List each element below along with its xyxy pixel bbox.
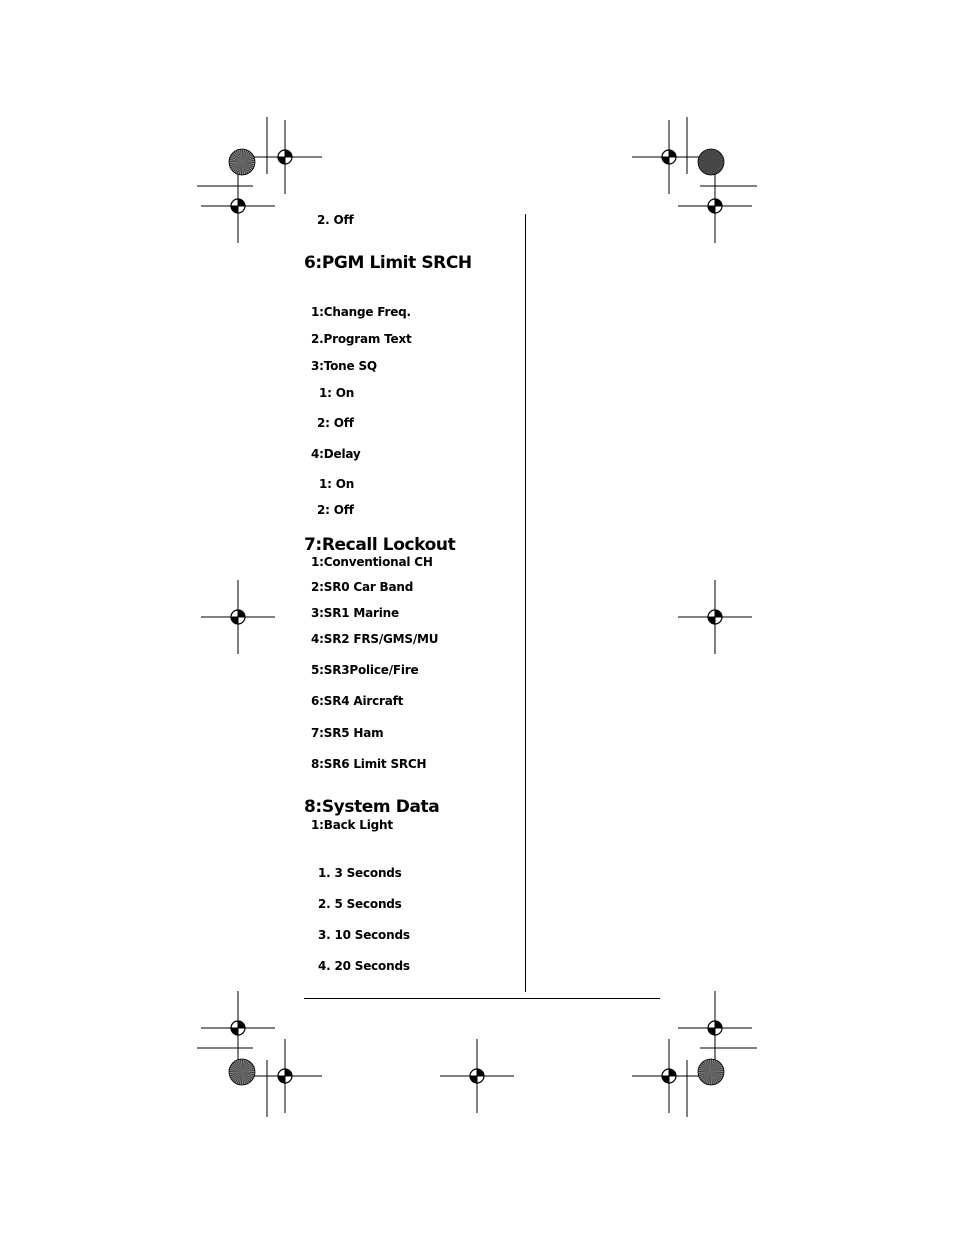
sunburst-registration-mark — [229, 149, 255, 175]
crosshair-registration-mark — [201, 169, 275, 243]
list-item: 4:SR2 FRS/GMS/MU — [311, 632, 439, 646]
list-item: 2.Program Text — [311, 332, 412, 346]
sunburst-registration-mark — [698, 149, 724, 175]
section-heading-pgm-limit-srch: 6:PGM Limit SRCH — [304, 253, 472, 273]
list-item: 5:SR3Police/Fire — [311, 663, 419, 677]
list-item: 1. 3 Seconds — [318, 866, 402, 880]
list-item: 3. 10 Seconds — [318, 928, 410, 942]
list-item: 6:SR4 Aircraft — [311, 694, 404, 708]
crosshair-registration-mark — [248, 120, 322, 194]
crosshair-registration-mark — [632, 120, 706, 194]
crosshair-registration-mark — [678, 991, 752, 1065]
list-item: 2: Off — [317, 503, 354, 517]
crosshair-registration-mark — [201, 580, 275, 654]
sunburst-registration-mark — [229, 1059, 255, 1085]
list-item: 8:SR6 Limit SRCH — [311, 757, 427, 771]
section-heading-recall-lockout: 7:Recall Lockout — [304, 535, 456, 555]
list-item: 4. 20 Seconds — [318, 959, 410, 973]
list-item: 2: Off — [317, 416, 354, 430]
crosshair-registration-mark — [248, 1039, 322, 1113]
sunburst-registration-mark — [698, 1059, 724, 1085]
list-item: 2. 5 Seconds — [318, 897, 402, 911]
crosshair-registration-mark — [678, 580, 752, 654]
crosshair-registration-mark — [632, 1039, 706, 1113]
list-item: 3:Tone SQ — [311, 359, 377, 373]
list-item: 1: On — [319, 477, 355, 491]
crosshair-registration-mark — [440, 1039, 514, 1113]
list-item: 2. Off — [317, 213, 354, 227]
list-item: 1:Conventional CH — [311, 555, 433, 569]
list-item: 1:Change Freq. — [311, 305, 411, 319]
list-item: 1:Back Light — [311, 818, 393, 832]
section-heading-system-data: 8:System Data — [304, 797, 440, 817]
list-item: 4:Delay — [311, 447, 361, 461]
list-item: 1: On — [319, 386, 355, 400]
crosshair-registration-mark — [678, 169, 752, 243]
list-item: 3:SR1 Marine — [311, 606, 399, 620]
crosshair-registration-mark — [201, 991, 275, 1065]
list-item: 7:SR5 Ham — [311, 726, 384, 740]
list-item: 2:SR0 Car Band — [311, 580, 414, 594]
